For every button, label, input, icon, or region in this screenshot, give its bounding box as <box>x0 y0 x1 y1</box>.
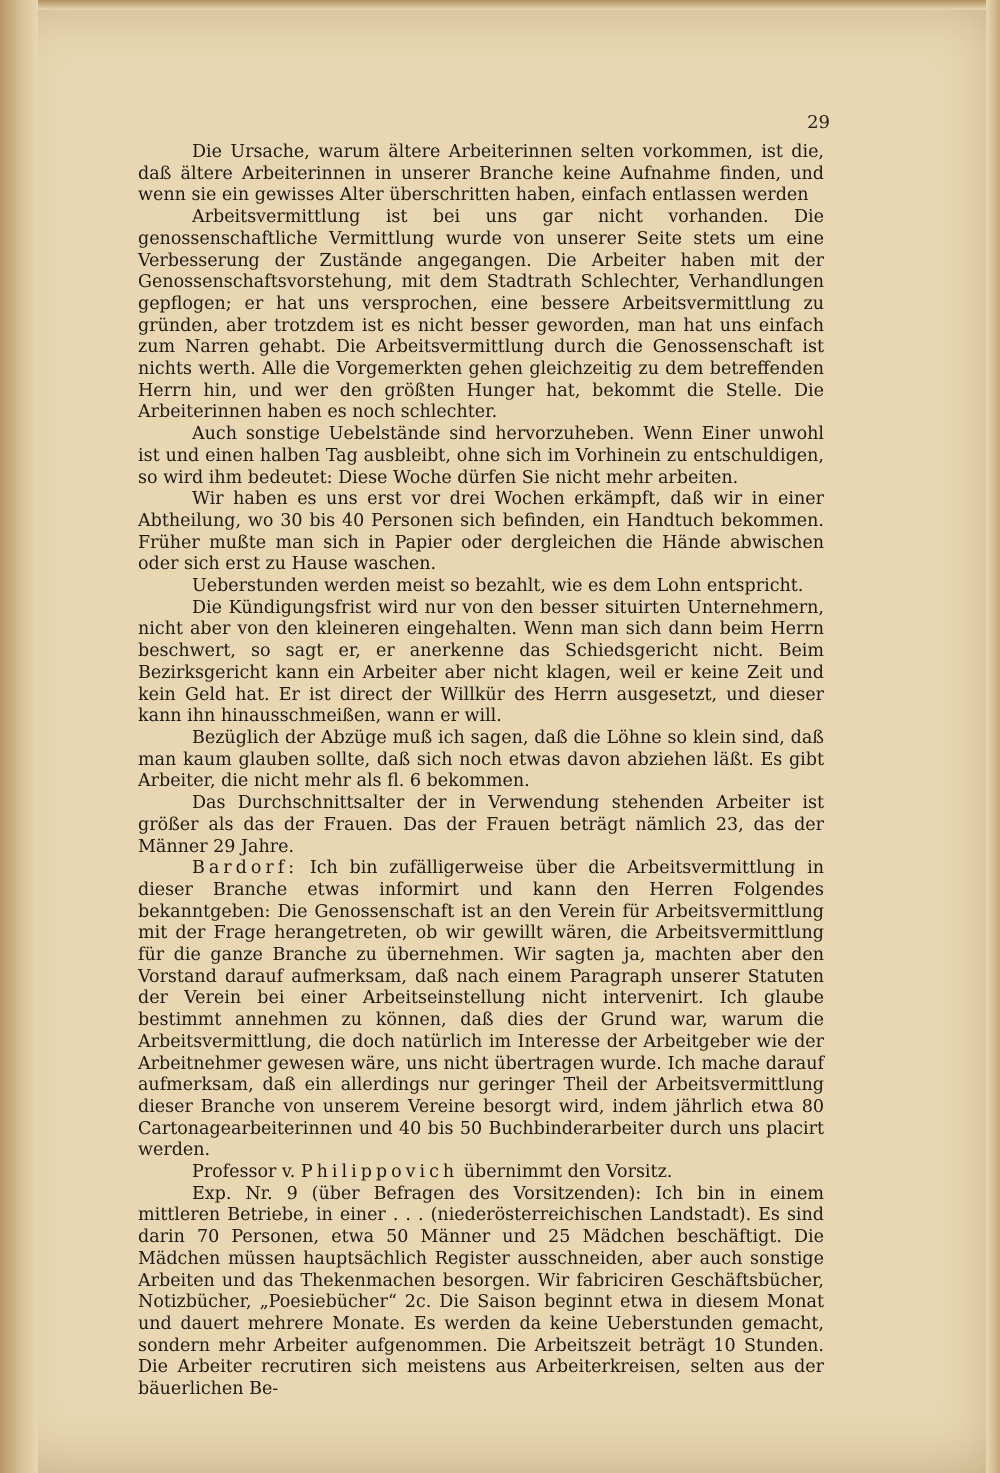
paragraph-4: Wir haben es uns erst vor drei Wochen erkämpft, daß wir in einer Abtheilung, wo 30 bis 40 Personen sich befinden, ein Handtuch bekommen. Früher mußte man sich in Papier oder dergleichen die Hände abwischen oder sich erst zu Hause waschen. <box>138 489 824 575</box>
paragraph-10 <box>138 1162 824 1184</box>
paragraph-11: Exp. Nr. 9 (über Befragen des Vorsitzenden): Ich bin in einem mittleren Betriebe, in einer . . . (niederösterreichischen Landstadt). Es sind darin 70 Personen, etwa 50 Männer und 25 Mädchen beschäftigt. Die Mädchen müssen hauptsächlich Register ausschneiden, aber auch sonstige Arbeiten und das Thekenmachen besorgen. Wir fabriciren Geschäftsbücher, Notizbücher, „Poesiebücher“ 2c. Die Saison beginnt etwa in diesem Monat und dauert mehrere Monate. Es werden da keine Ueberstunden gemacht, sondern mehr Arbeiter aufgenommen. Die Arbeitszeit beträgt 10 Stunden. Die Arbeiter recrutiren sich meistens aus Arbeiterkreisen, selten aus der bäuerlichen Be- <box>138 1183 824 1400</box>
paragraph-1: Die Ursache, warum ältere Arbeiterinnen selten vorkommen, ist die, daß ältere Arbeiterinnen in unserer Branche keine Aufnahme finden, und wenn sie ein gewisses Alter überschritten haben, einfach entlassen werden <box>138 142 824 206</box>
page-top-edge <box>0 0 1000 10</box>
paragraph-10-text: übernimmt den Vorsitz. <box>458 1162 673 1183</box>
paragraph-8: Das Durchschnittsalter der in Verwendung stehenden Arbeiter ist größer als das der Frauen. Das der Frauen beträgt nämlich 23, das der Männer 29 Jahre. <box>138 793 824 857</box>
page-right-edge <box>986 0 1000 1473</box>
paragraph-7: Bezüglich der Abzüge muß ich sagen, daß die Löhne so klein sind, daß man kaum glauben sollte, daß sich noch etwas davon abziehen läßt. Es gibt Arbeiter, die nicht mehr als fl. 6 bekommen. <box>138 727 824 792</box>
speaker-name: Bardorf: <box>192 858 299 879</box>
paragraph-9 <box>138 858 824 1162</box>
paragraph-6: Die Kündigungsfrist wird nur von den besser situirten Unternehmern, nicht aber von den kleineren eingehalten. Wenn man sich dann beim Herrn beschwert, so sagt er, er anerkenne das Schiedsgericht nicht. Beim Bezirksgericht kann ein Arbeiter aber nicht klagen, weil er keine Zeit und kein Geld hat. Er ist direct der Willkür des Herrn ausgesetzt, und dieser kann ihn hinausschmeißen, wann er will. <box>138 597 824 727</box>
page-number: 29 <box>807 112 830 133</box>
paragraph-3: Auch sonstige Uebelstände sind hervorzuheben. Wenn Einer unwohl ist und einen halben Tag ausbleibt, ohne sich im Vorhinein zu entschuldigen, so wird ihm bedeutet: Diese Woche dürfen Sie nicht mehr arbeiten. <box>138 424 824 488</box>
paragraph-2: Arbeitsvermittlung ist bei uns gar nicht vorhanden. Die genossenschaftliche Vermittlung wurde von unserer Seite stets um eine Verbesserung der Zustände angegangen. Die Arbeiter haben mit der Genossenschaftsvorstehung, mit dem Stadtrath Schlechter, Verhandlungen gepflogen; er hat uns versprochen, eine bessere Arbeitsvermittlung zu gründen, aber trotzdem ist es nicht besser geworden, man hat uns einfach zum Narren gehabt. Die Arbeitsvermittlung durch die Genossenschaft ist nichts werth. Alle die Vorgemerkten gehen gleichzeitig zu dem betreffenden Herrn hin, und wer den größten Hunger hat, bekommt die Stelle. Die Arbeiterinnen haben es noch schlechter. <box>138 207 824 423</box>
body-text <box>138 142 824 1401</box>
speaker-prefix: Professor v. <box>192 1162 301 1183</box>
paragraph-9-text: Ich bin zufälligerweise über die Arbeitsvermittlung in dieser Branche etwas informirt und kann den Herren Folgendes bekanntgeben: Die Genossenschaft ist an den Verein für Arbeitsvermittlung mit der Frage herangetreten, ob wir gewillt wären, die Arbeitsvermittlung für die ganze Branche zu übernehmen. Wir sagten ja, machten aber den Vorstand darauf aufmerksam, daß nach einem Paragraph unserer Statuten der Verein bei einer Arbeitseinstellung nicht intervenirt. Ich glaube bestimmt annehmen zu können, daß dies der Grund war, warum die Arbeitsvermittlung, die doch natürlich im Interesse der Arbeitgeber wie der Arbeitnehmer gewesen wäre, uns nicht übertragen wurde. Ich mache darauf aufmerksam, daß ein allerdings nur geringer Theil der Arbeitsvermittlung dieser Branche von unserem Vereine besorgt wird, indem jährlich etwa 80 Cartonagearbeiterinnen und 40 bis 50 Buchbinderarbeiter durch uns placirt werden. <box>138 858 824 1161</box>
speaker-name: Philippovich <box>300 1162 459 1183</box>
paragraph-5: Ueberstunden werden meist so bezahlt, wie es dem Lohn entspricht. <box>192 576 804 597</box>
binding-gutter <box>0 0 38 1473</box>
